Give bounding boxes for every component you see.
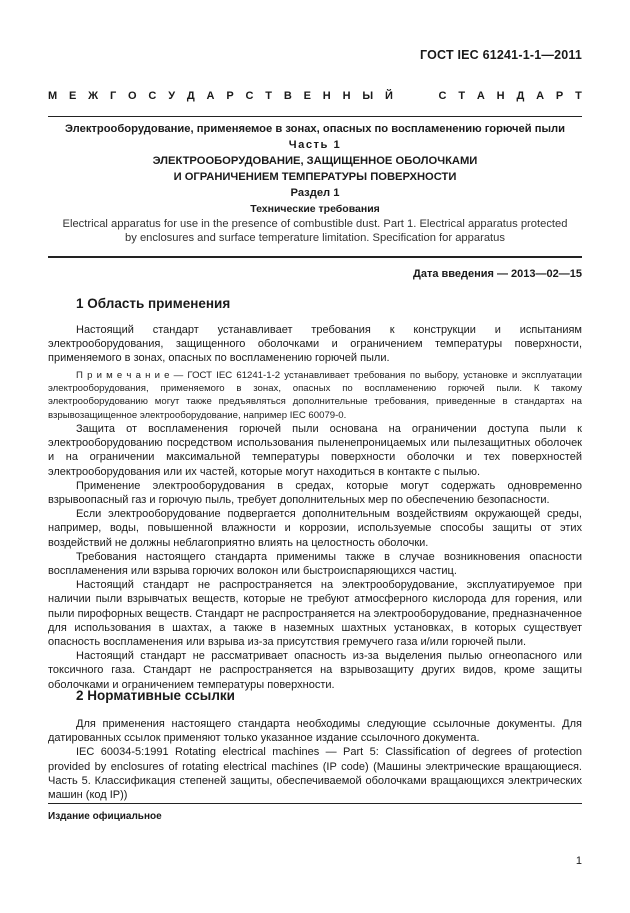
- section-1-paragraph-1: Настоящий стандарт устанавливает требования к конструкции и испытаниям электрооборудования, защищенного оболочками и ограничением температуры поверхности, применяемого в зонах, опасных по воспламенению горючей пыли.: [48, 324, 582, 365]
- title-block: [48, 121, 582, 245]
- banner-letter: Н: [342, 90, 351, 102]
- official-edition-label: Издание официальное: [48, 811, 162, 822]
- section-1-note: П р и м е ч а н и е — ГОСТ IEC 61241-1-2 устанавливает требования по выбору, установке и эксплуатации электрооборудования, применяемого в зонах, опасных по воспламенению горючей пыли. К такому электрооборудованию могут также предъявляться дополнительные требования, приведенные в стандартах на взрывозащищенное электрооборудование, например IEC 60079-0.: [48, 370, 582, 421]
- banner-letter: Г: [109, 90, 117, 102]
- banner-letter: С: [245, 90, 254, 102]
- title-english-2: by enclosures and surface temperature limitation. Specification for apparatus: [125, 232, 505, 244]
- title-section: Раздел 1: [290, 187, 340, 199]
- paragraph: Настоящий стандарт не рассматривает опасность из-за выделения пылью огнеопасного или токсичного газа. Стандарт не распространяется на взрывозащиту других видов, кроме защиты оболочками и ограничением температуры поверхности.: [48, 650, 582, 691]
- title-line-1: Электрооборудование, применяемое в зонах, опасных по воспламенению горючей пыли: [64, 123, 566, 135]
- section-1-body: [48, 422, 582, 692]
- paragraph: Если электрооборудование подвергается дополнительным воздействиям окружающей среды, например, воды, повышенной влажности и коррозии, используемые способы защиты от этих воздействий не должны неблагоприятно влиять на целостность оболочки.: [48, 508, 582, 549]
- paragraph: Настоящий стандарт не распространяется на электрооборудование, эксплуатируемое при наличии пыли взрывчатых веществ, которые не требуют атмосферного кислорода для горения, или пыли пирофорных веществ. Стандарт не распространяется на электрооборудование, предназначенное для использования в шахтах, а также в наземных шахтных установках, в которых существует опасность воспламенения или взрыва из-за присутствия гремучего газа и/или горючей пыли.: [48, 579, 582, 649]
- page-number: 1: [575, 855, 582, 867]
- title-english-1: Electrical apparatus for use in the presence of combustible dust. Part 1. Electrical apparatus protected: [62, 218, 568, 230]
- banner-letter: С: [438, 90, 447, 102]
- banner-letter: Т: [575, 90, 582, 102]
- banner-letter: Й: [384, 90, 393, 102]
- title-subtitle: Технические требования: [250, 203, 380, 215]
- banner-letter: Д: [186, 90, 195, 102]
- banner-letter: Е: [69, 90, 77, 102]
- introduction-date: Дата введения — 2013—02—15: [413, 268, 582, 280]
- section-2-heading: 2 Нормативные ссылки: [76, 688, 235, 703]
- title-part: Часть 1: [288, 139, 342, 151]
- banner-gap: [405, 90, 427, 104]
- banner-letter: А: [536, 90, 545, 102]
- banner-letter: Р: [226, 90, 234, 102]
- title-bottom-rule: [48, 256, 582, 258]
- banner-letter: Р: [555, 90, 564, 102]
- paragraph: Требования настоящего стандарта применимы также в случае возникновения опасности воспламенения или взрыва горючих волокон или быстроиспаряющихся частиц.: [48, 550, 582, 578]
- banner-letter: Т: [265, 90, 273, 102]
- banner-letter: С: [148, 90, 157, 102]
- banner-letter: О: [128, 90, 137, 102]
- banner-letter: А: [476, 90, 485, 102]
- banner-letter: В: [283, 90, 292, 102]
- document-number: ГОСТ IEC 61241-1-1—2011: [420, 48, 582, 62]
- banner-letter: Т: [458, 90, 466, 102]
- paragraph: Защита от воспламенения горючей пыли основана на ограничении доступа пыли к электрооборудованию посредством использования пыленепроницаемых или пылезащитных оболочек и на ограничении максимальной температуры поверхности оболочки и тех поверхностей электрооборудования или их частей, которые могут находиться в контакте с пылью.: [48, 423, 582, 478]
- top-rule: [48, 116, 582, 117]
- banner-letter: Н: [496, 90, 505, 102]
- banner-letter: Е: [303, 90, 311, 102]
- paragraph: IEC 60034-5:1991 Rotating electrical machines — Part 5: Classification of degrees of protection provided by enclosures of rotating electrical machines (IP code) (Машины электрические вращающиеся. Часть 5. Классификация степеней защиты, обеспечиваемой оболочками вращающихся электрических машин (код IP)): [48, 746, 582, 802]
- section-2-body: [48, 717, 582, 802]
- title-line-4: И ОГРАНИЧЕНИЕМ ТЕМПЕРАТУРЫ ПОВЕРХНОСТИ: [173, 171, 457, 183]
- banner-letter: М: [48, 90, 58, 102]
- paragraph: Для применения настоящего стандарта необходимы следующие ссылочные документы. Для датированных ссылок применяют только указанное издание ссылочного документа.: [48, 718, 582, 745]
- banner-letter: Ы: [362, 90, 374, 102]
- interstate-standard-banner: [48, 90, 582, 104]
- paragraph: Применение электрооборудования в средах, которые могут содержать одновременно взрывоопасный газ и горючую пыль, требует дополнительных мер по обеспечению безопасности.: [48, 479, 582, 507]
- banner-letter: Н: [322, 90, 331, 102]
- banner-letter: У: [168, 90, 176, 102]
- banner-letter: Д: [516, 90, 525, 102]
- footer-rule: [48, 803, 582, 804]
- banner-letter: А: [206, 90, 215, 102]
- title-line-3: ЭЛЕКТРООБОРУДОВАНИЕ, ЗАЩИЩЕННОЕ ОБОЛОЧКАМИ: [152, 155, 478, 167]
- banner-letter: Ж: [88, 90, 99, 102]
- section-1-heading: 1 Область применения: [76, 296, 231, 311]
